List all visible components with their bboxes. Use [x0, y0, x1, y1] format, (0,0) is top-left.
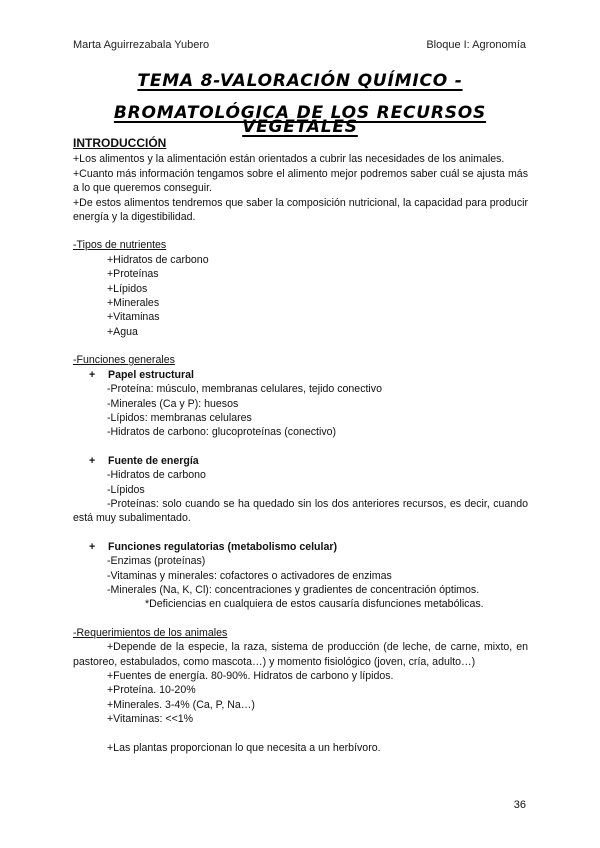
structural-item: -Minerales (Ca y P): huesos: [107, 397, 239, 410]
document-body: [73, 136, 528, 755]
header-author: Marta Aguirrezabala Yubero: [73, 39, 210, 51]
requirements-last-line: +Las plantas proporcionan lo que necesita a un herbívoro.: [107, 741, 381, 754]
requirement-item: +Proteína. 10-20%: [107, 684, 196, 697]
energy-function-title: + Fuente de energía: [89, 454, 199, 467]
energy-note: -Proteínas: solo cuando se ha quedado sin los dos anteriores recursos, es decir, cuando está muy subalimentado.: [73, 497, 528, 525]
intro-paragraph-1: +Los alimentos y la alimentación están orientados a cubrir las necesidades de los animales.: [73, 153, 505, 166]
regulatory-item: -Minerales (Na, K, Cl): concentraciones y gradientes de concentración óptimos.: [107, 583, 480, 596]
energy-item: -Lípidos: [107, 483, 145, 496]
energy-item: -Hidratos de carbono: [107, 469, 206, 482]
requirement-item: +Fuentes de energía. 80-90%. Hidratos de carbono y lípidos.: [107, 670, 394, 682]
nutrient-item: +Proteínas: [107, 268, 159, 281]
nutrient-item: +Hidratos de carbono: [107, 253, 209, 266]
bullet-icon: +: [89, 368, 96, 381]
regulatory-item: -Enzimas (proteínas): [107, 555, 206, 568]
regulatory-note: *Deficiencias en cualquiera de estos causaría disfunciones metabólicas.: [145, 598, 484, 611]
requirement-item: +Vitaminas: <<1%: [107, 713, 194, 726]
nutrient-item: +Lípidos: [107, 282, 148, 295]
regulatory-function-title: + Funciones regulatorias (metabolismo celular): [89, 540, 337, 553]
nutrient-item: +Minerales: [107, 297, 160, 310]
nutrients-heading: -Tipos de nutrientes: [73, 239, 167, 252]
page-number: 36: [513, 799, 526, 811]
nutrient-item: +Agua: [107, 325, 138, 338]
requirement-item: +Minerales. 3-4% (Ca, P, Na…): [107, 698, 255, 711]
regulatory-item: -Vitaminas y minerales: cofactores o activadores de enzimas: [107, 569, 392, 582]
requirements-paragraph: +Depende de la especie, la raza, sistema de producción (de leche, de carne, mixto, en pastoreo, estabulados, como mascota…) y momento fisiológico (joven, cría, adulto…): [73, 641, 528, 668]
structural-function-title: + Papel estructural: [89, 368, 194, 381]
bullet-icon: +: [89, 540, 96, 553]
intro-paragraph-2: +Cuanto más información tengamos sobre el alimento mejor podremos saber cuál se ajusta más a lo que queremos conseguir.: [73, 167, 528, 195]
nutrient-item: +Vitaminas: [107, 311, 160, 324]
structural-item: -Lípidos: membranas celulares: [107, 411, 252, 424]
bullet-icon: +: [89, 454, 96, 467]
header-block: Bloque I: Agronomía: [426, 39, 526, 51]
page-title-line-1: TEMA 8-VALORACIÓN QUÍMICO -: [137, 71, 463, 91]
structural-item: -Proteína: músculo, membranas celulares, tejido conectivo: [107, 383, 382, 396]
structural-item: -Hidratos de carbono: glucoproteínas (conectivo): [107, 426, 337, 439]
intro-paragraph-3: +De estos alimentos tendremos que saber la composición nutricional, la capacidad para producir energía y la digestibilidad.: [73, 196, 528, 224]
page-title-line-2: BROMATOLÓGICA DE LOS RECURSOS VEGETALES: [113, 103, 487, 138]
functions-heading: -Funciones generales: [73, 354, 175, 367]
requirements-heading: -Requerimientos de los animales: [73, 626, 228, 639]
intro-heading: INTRODUCCIÓN: [73, 136, 167, 150]
